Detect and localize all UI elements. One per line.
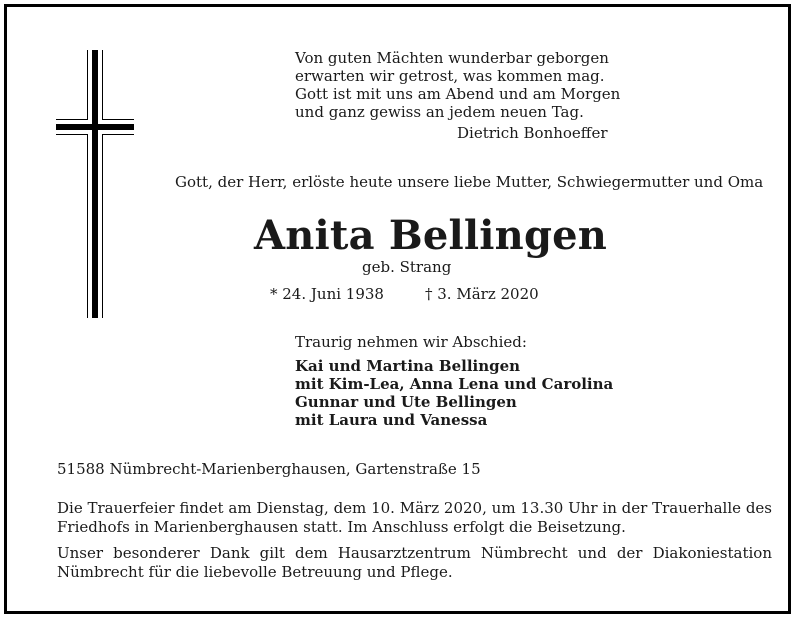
poem: [295, 49, 620, 121]
cross-icon: [56, 50, 134, 318]
funeral-info: Die Trauerfeier findet am Dienstag, dem 10. März 2020, um 13.30 Uhr in der Trauerhalle des Friedhofs in Marienberghausen statt. Im Anschluss erfolgt die Beisetzung.: [57, 499, 772, 536]
mourner-line: mit Kim-Lea, Anna Lena und Carolina: [295, 375, 614, 393]
birth-date: * 24. Juni 1938: [270, 285, 384, 303]
mourner-line: Kai und Martina Bellingen: [295, 357, 521, 375]
poem-line: und ganz gewiss an jedem neuen Tag.: [295, 103, 584, 121]
mourners-list: [295, 357, 613, 429]
poem-line: Gott ist mit uns am Abend und am Morgen: [295, 85, 621, 103]
poem-line: Von guten Mächten wunderbar geborgen: [295, 49, 609, 67]
farewell-heading: Traurig nehmen wir Abschied:: [295, 333, 527, 351]
death-date: † 3. März 2020: [425, 285, 539, 303]
mourner-line: Gunnar und Ute Bellingen: [295, 393, 517, 411]
maiden-name: geb. Strang: [362, 258, 452, 276]
address: 51588 Nümbrecht-Marienberghausen, Gartenstraße 15: [57, 460, 481, 478]
deceased-name: Anita Bellingen: [254, 212, 608, 259]
poem-line: erwarten wir getrost, was kommen mag.: [295, 67, 605, 85]
poem-author: Dietrich Bonhoeffer: [457, 124, 608, 142]
mourner-line: mit Laura und Vanessa: [295, 411, 488, 429]
thanks-text: Unser besonderer Dank gilt dem Hausarztzentrum Nümbrecht und der Diakoniestation Nümbrecht für die liebevolle Betreuung und Pflege.: [57, 544, 772, 581]
intro-text: Gott, der Herr, erlöste heute unsere liebe Mutter, Schwiegermutter und Oma: [175, 173, 764, 191]
